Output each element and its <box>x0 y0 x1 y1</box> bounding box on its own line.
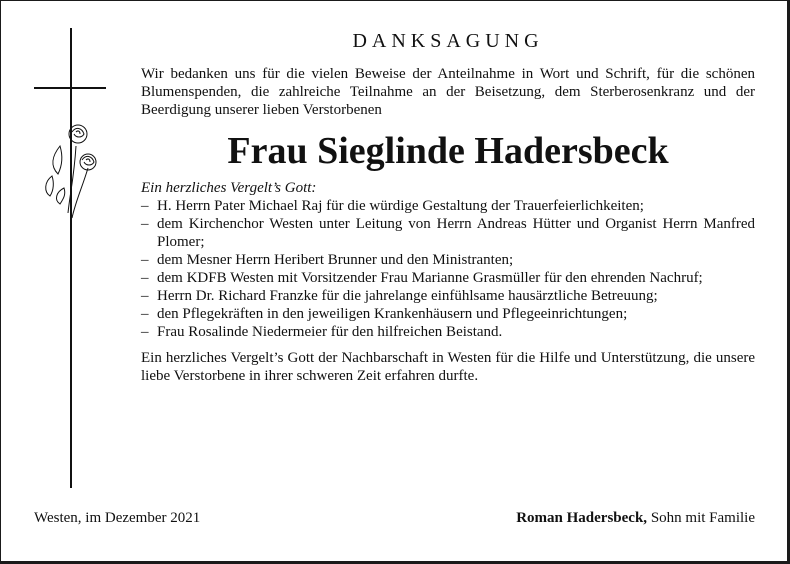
signature-relation: Sohn mit Familie <box>647 510 755 526</box>
notice-content <box>141 30 755 385</box>
thanks-item: – dem Kirchenchor Westen unter Leitung von Herrn Andreas Hütter und Organist Herrn Manfred Plomer; <box>141 215 755 251</box>
thanks-item: – Frau Rosalinde Niedermeier für den hilfreichen Beistand. <box>141 323 755 341</box>
deceased-name: Frau Sieglinde Hadersbeck <box>227 130 669 172</box>
thanks-item: – dem KDFB Westen mit Vorsitzender Frau Marianne Grasmüller für den ehrenden Nachruf; <box>141 269 755 287</box>
thanks-list <box>141 197 755 341</box>
signature-name: Roman Hadersbeck, <box>516 510 648 526</box>
thanks-item: – Herrn Dr. Richard Franzke für die jahrelange einfühlsame hausärztliche Betreuung; <box>141 287 755 305</box>
thanks-heading: Ein herzliches Vergelt’s Gott: <box>141 180 317 196</box>
notice-header: DANKSAGUNG <box>352 30 544 52</box>
closing-text: Ein herzliches Vergelt’s Gott der Nachbarschaft in Westen für die Hilfe und Unterstützung, die unsere liebe Verstorbene in ihrer schweren Zeit erfahren durfte. <box>141 350 755 384</box>
cross-with-roses-icon <box>30 28 120 488</box>
signature <box>516 510 755 527</box>
thanks-item: – den Pflegekräften in den jeweiligen Krankenhäusern und Pflegeeinrichtungen; <box>141 305 755 323</box>
thanks-item: – dem Mesner Herrn Heribert Brunner und den Ministranten; <box>141 251 755 269</box>
thanks-item: – H. Herrn Pater Michael Raj für die würdige Gestaltung der Trauerfeierlichkeiten; <box>141 197 755 215</box>
intro-text: Wir bedanken uns für die vielen Beweise der Anteilnahme in Wort und Schrift, für die schönen Blumenspenden, die zahlreiche Teilnahme an der Beisetzung, dem Sterberosenkranz und der Beerdigung unserer lieben Verstorbenen <box>141 66 755 118</box>
place-date: Westen, im Dezember 2021 <box>34 510 201 526</box>
